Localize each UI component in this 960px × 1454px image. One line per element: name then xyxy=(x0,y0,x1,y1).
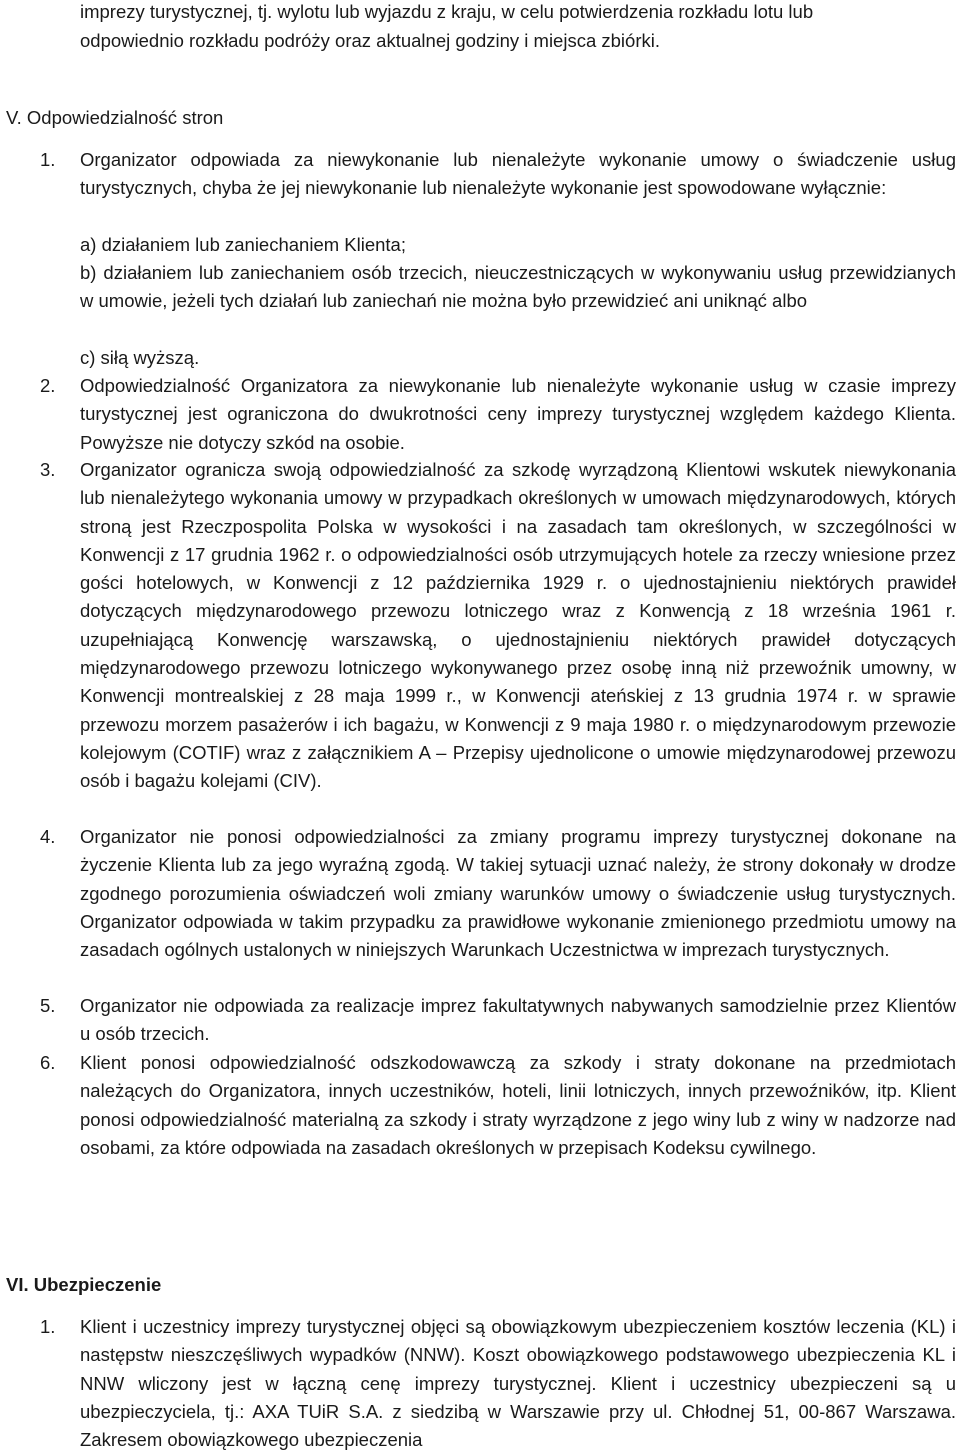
item-number-2: 2. xyxy=(40,375,56,396)
insurance-item-number-1: 1. xyxy=(40,1316,56,1337)
intro-line-1: imprezy turystycznej, tj. wylotu lub wyjazdu z kraju, w celu potwierdzenia rozkładu lotu lub xyxy=(80,1,814,22)
item-2-text: Odpowiedzialność Organizatora za niewykonanie lub nienależyte wykonanie usług w czasie imprezy turystycznej jest ograniczona do dwukrotności ceny imprezy turystycznej względem każdego Klienta. Powyższe nie dotyczy szkód na osobie. xyxy=(80,375,956,453)
item-1-sub-b: b) działaniem lub zaniechaniem osób trzecich, nieuczestniczących w wykonywaniu usług przewidzianych w umowie, jeżeli tych działań lub zaniechań nie można było przewidzieć ani uniknąć albo xyxy=(80,262,956,312)
item-1-sub-a: a) działaniem lub zaniechaniem Klienta; xyxy=(80,234,406,255)
item-number-1: 1. xyxy=(40,149,56,170)
item-4-text: Organizator nie ponosi odpowiedzialności za zmiany programu imprezy turystycznej dokonane na życzenie Klienta lub za jego wyraźną zgodą. W takiej sytuacji uznać należy, że strony dokonały w drodze zgodnego porozumienia oświadczeń woli zmiany warunków umowy o świadczenie usług turystycznych. Organizator odpowiada w takim przypadku za prawidłowe wykonanie zmienionego przedmiotu umowy na zasadach ogólnych ustalonych w niniejszych Warunkach Uczestnictwa w imprezach turystycznych. xyxy=(80,826,956,961)
section-heading-responsibility: V. Odpowiedzialność stron xyxy=(6,107,224,128)
item-number-4: 4. xyxy=(40,826,56,847)
insurance-item-1-text: Klient i uczestnicy imprezy turystycznej objęci są obowiązkowym ubezpieczeniem kosztów leczenia (KL) i następstw nieszczęśliwych wypadków (NNW). Koszt obowiązkowego podstawowego ubezpieczenia KL i NNW wliczony jest w łączną cenę imprezy turystycznej. Klient i uczestnicy ubezpieczeni są u ubezpieczyciela, tj.: AXA TUiR S.A. z siedzibą w Warszawie przy ul. Chłodnej 51, 00-867 Warszawa. Zakresem obowiązkowego ubezpieczenia xyxy=(80,1316,956,1451)
item-1-text: Organizator odpowiada za niewykonanie lub nienależyte wykonanie umowy o świadczenie usług turystycznych, chyba że jej niewykonanie lub nienależyte wykonanie jest spowodowane wyłącznie: xyxy=(80,149,956,199)
item-3-text: Organizator ogranicza swoją odpowiedzialność za szkodę wyrządzoną Klientowi wskutek niewykonania lub nienależytego wykonania umowy w przypadkach określonych w umowach międzynarodowych, których stroną jest Rzeczpospolita Polska w wysokości i na zasadach tam określonych, w szczególności w Konwencji z 17 grudnia 1962 r. o odpowiedzialności osób utrzymujących hotele za rzeczy wniesione przez gości hotelowych, w Konwencji z 12 października 1929 r. o ujednostajnieniu niektórych prawideł dotyczących międzynarodowego przewozu lotniczego wraz z Konwencją z 18 września 1961 r. uzupełniającą Konwencję warszawską, o ujednostajnieniu niektórych prawideł dotyczących międzynarodowego przewozu lotniczego wykonywanego przez osobę inną niż przewoźnik umowny, w Konwencji montrealskiej z 28 maja 1999 r., w Konwencji ateńskiej z 13 grudnia 1974 r. w sprawie przewozu morzem pasażerów i ich bagażu, w Konwencji z 9 maja 1980 r. o międzynarodowym przewozie kolejowym (COTIF) wraz z załącznikiem A – Przepisy ujednolicone o umowie międzynarodowej przewozu osób i bagażu kolejami (CIV). xyxy=(80,459,956,792)
item-6-text: Klient ponosi odpowiedzialność odszkodowawczą za szkody i straty dokonane na przedmiotach należących do Organizatora, innych uczestników, hoteli, linii lotniczych, innych przewoźników, itp. Klient ponosi odpowiedzialność materialną za szkody i straty wyrządzone z jego winy lub z winy w nadzorze nad osobami, za które odpowiada na zasadach określonych w przepisach Kodeksu cywilnego. xyxy=(80,1052,956,1158)
item-number-3: 3. xyxy=(40,459,56,480)
item-1-sub-c: c) siłą wyższą. xyxy=(80,347,200,368)
item-number-6: 6. xyxy=(40,1052,56,1073)
intro-line-2: odpowiednio rozkładu podróży oraz aktualnej godziny i miejsca zbiórki. xyxy=(80,30,660,51)
section-heading-insurance: VI. Ubezpieczenie xyxy=(6,1274,162,1295)
item-5-text: Organizator nie odpowiada za realizacje imprez fakultatywnych nabywanych samodzielnie przez Klientów u osób trzecich. xyxy=(80,995,956,1045)
item-number-5: 5. xyxy=(40,995,56,1016)
